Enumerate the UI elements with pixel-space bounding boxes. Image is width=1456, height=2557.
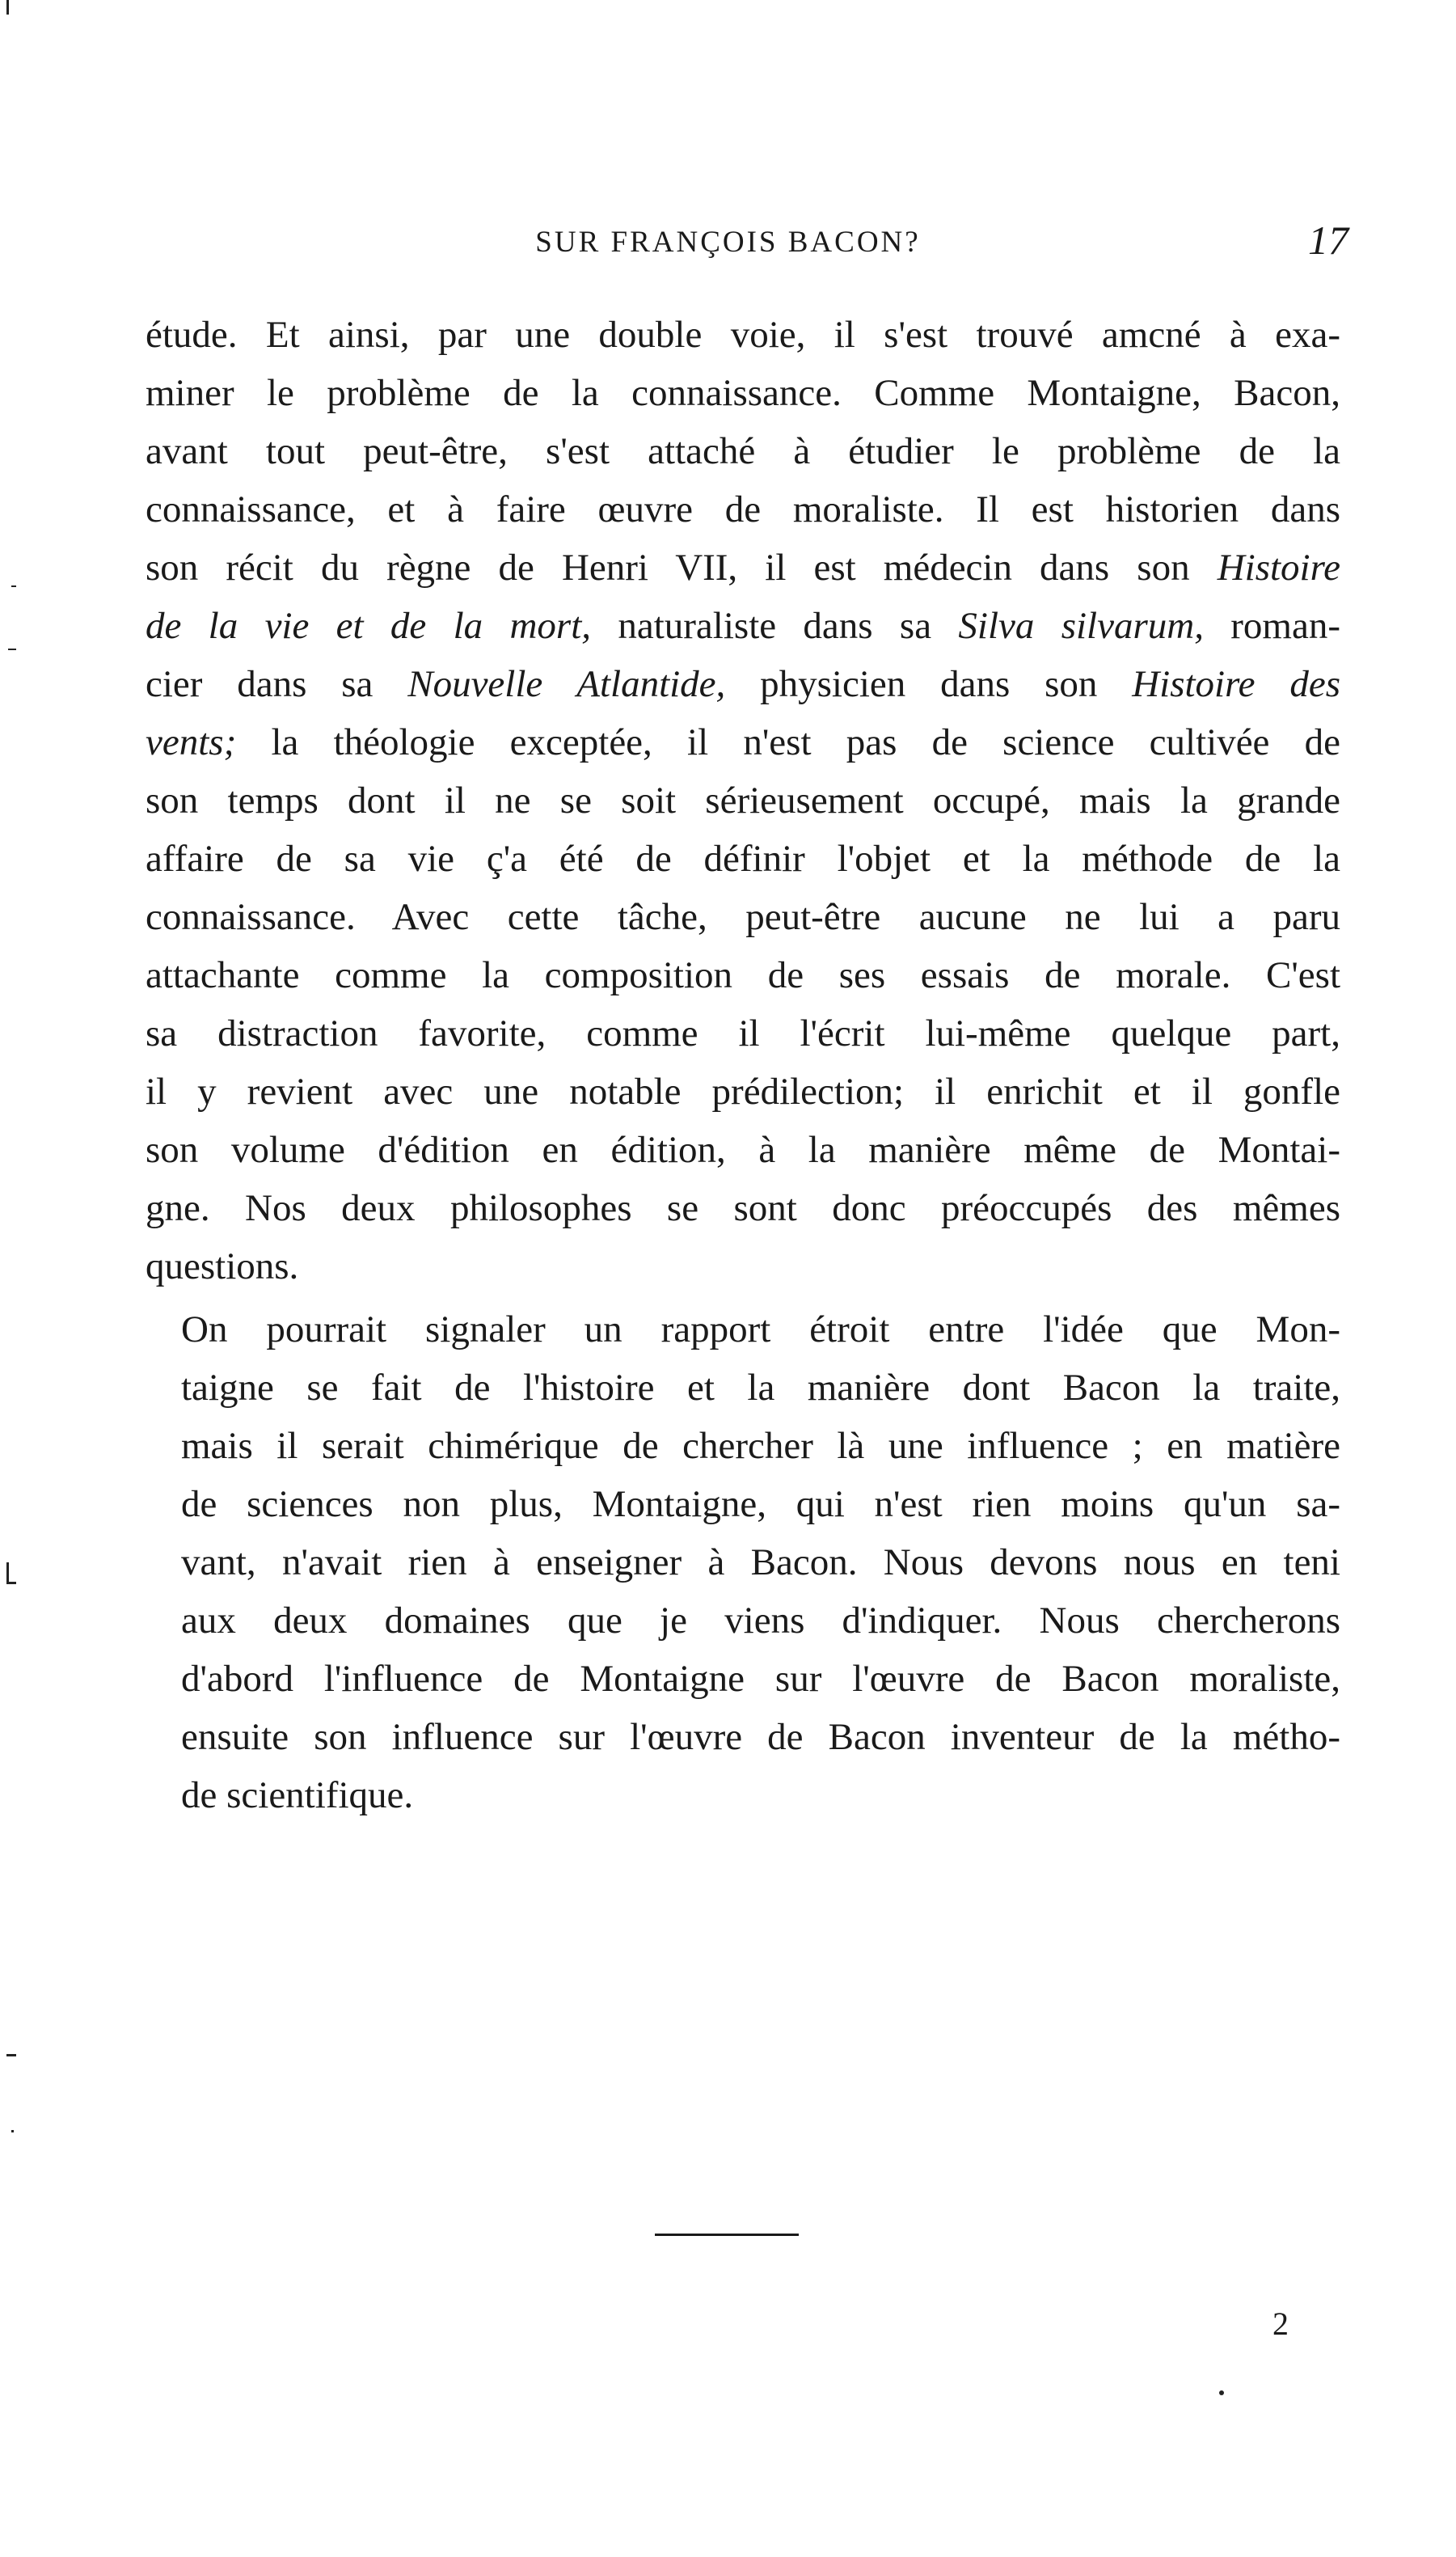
italic-title: Silva silvarum, xyxy=(958,605,1204,647)
text-line: son temps dont il ne se soit sérieusement occupé, mais la grande xyxy=(146,780,1340,822)
scan-mark xyxy=(6,1562,9,1583)
text-line: il y revient avec une notable prédilection; il enrichit et il gonfle xyxy=(146,1071,1340,1113)
paragraph-2 xyxy=(146,1300,1340,1824)
text-line: ensuite son influence sur l'œuvre de Bacon inventeur de la métho- xyxy=(181,1716,1340,1758)
scan-mark xyxy=(6,0,9,15)
text-line: On pourrait signaler un rapport étroit entre l'idée que Mon- xyxy=(181,1308,1340,1350)
text-line xyxy=(146,655,1340,713)
scan-mark xyxy=(8,649,16,650)
text-segment: naturaliste dans sa xyxy=(591,605,959,647)
text-line: taigne se fait de l'histoire et la manière dont Bacon la traite, xyxy=(181,1367,1340,1409)
body-text xyxy=(146,306,1340,1824)
text-line: avant tout peut-être, s'est attaché à étudier le problème de la xyxy=(146,430,1340,472)
scan-mark xyxy=(6,1582,16,1584)
text-line: son volume d'édition en édition, à la manière même de Montai- xyxy=(146,1129,1340,1171)
section-rule xyxy=(655,2234,799,2236)
italic-title: Histoire des xyxy=(1132,663,1340,705)
text-line: aux deux domaines que je viens d'indiquer. Nous chercherons xyxy=(181,1600,1340,1642)
text-line: connaissance. Avec cette tâche, peut-être aucune ne lui a paru xyxy=(146,896,1340,938)
signature-mark: 2 xyxy=(1272,2306,1289,2342)
text-line xyxy=(146,597,1340,655)
text-line: étude. Et ainsi, par une double voie, il s'est trouvé amcné à exa- xyxy=(146,314,1340,356)
text-line: affaire de sa vie ç'a été de définir l'objet et la méthode de la xyxy=(146,838,1340,880)
scan-mark xyxy=(1219,2390,1224,2395)
text-line: gne. Nos deux philosophes se sont donc préoccupés des mêmes xyxy=(146,1187,1340,1229)
text-segment: son récit du règne de Henri VII, il est médecin dans son xyxy=(146,547,1190,589)
text-line: de sciences non plus, Montaigne, qui n'est rien moins qu'un sa- xyxy=(181,1483,1340,1525)
text-line: de scientifique. xyxy=(181,1774,414,1816)
italic-title: de la vie et de la mort, xyxy=(146,605,592,647)
page-number: 17 xyxy=(1308,218,1348,263)
text-line: d'abord l'influence de Montaigne sur l'œuvre de Bacon moraliste, xyxy=(181,1658,1340,1700)
text-line: vant, n'avait rien à enseigner à Bacon. Nous devons nous en teni xyxy=(181,1541,1340,1583)
scan-mark xyxy=(11,2130,14,2132)
text-line: questions. xyxy=(146,1245,299,1287)
text-segment: roman- xyxy=(1203,605,1340,647)
text-segment: la théologie exceptée, il n'est pas de science cultivée de xyxy=(236,721,1340,763)
italic-title: Histoire xyxy=(1217,547,1341,589)
italic-title: Nouvelle Atlantide, xyxy=(407,663,726,705)
text-segment: physicien dans son xyxy=(725,663,1133,705)
italic-title: vents; xyxy=(146,721,237,763)
scan-mark xyxy=(6,2054,16,2056)
text-line: miner le problème de la connaissance. Comme Montaigne, Bacon, xyxy=(146,372,1340,414)
running-title: SUR FRANÇOIS BACON? xyxy=(535,226,921,259)
text-segment: cier dans sa xyxy=(146,663,408,705)
text-line: attachante comme la composition de ses essais de morale. C'est xyxy=(146,954,1340,996)
paragraph-1 xyxy=(146,306,1340,1295)
text-line: mais il serait chimérique de chercher là une influence ; en matière xyxy=(181,1425,1340,1467)
text-line xyxy=(146,713,1340,771)
text-line xyxy=(146,539,1340,597)
text-line: connaissance, et à faire œuvre de moraliste. Il est historien dans xyxy=(146,488,1340,530)
text-line: sa distraction favorite, comme il l'écrit lui-même quelque part, xyxy=(146,1012,1340,1054)
scan-mark xyxy=(11,585,16,587)
